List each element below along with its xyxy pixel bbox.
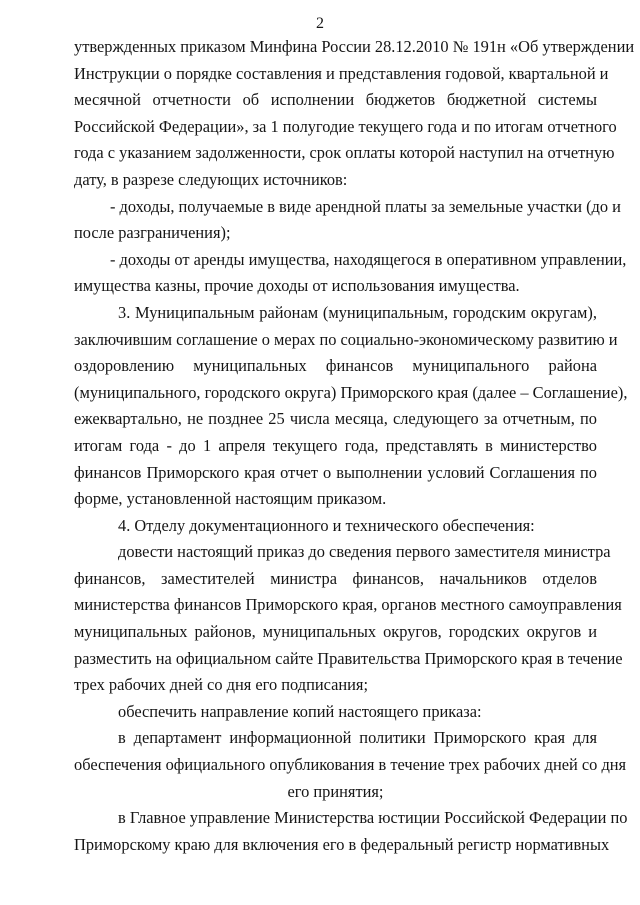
text-line: муниципальных районов, муниципальных округов, городских округов и bbox=[74, 622, 597, 642]
text-line: - доходы, получаемые в виде арендной платы за земельные участки (до и bbox=[110, 196, 621, 216]
text-line: финансов, заместителей министра финансов, начальников отделов bbox=[74, 568, 597, 588]
text-line: после разграничения); bbox=[74, 223, 231, 243]
text-line: финансов Приморского края отчет о выполнении условий Соглашения по bbox=[74, 462, 597, 482]
text-line: Инструкции о порядке составления и представления годовой, квартальной и bbox=[74, 63, 609, 83]
page-number: 2 bbox=[316, 15, 324, 32]
text-line: итогам года - до 1 апреля текущего года, представлять в министерство bbox=[74, 435, 597, 455]
text-line: (муниципального, городского округа) Приморского края (далее – Соглашение), bbox=[74, 382, 628, 402]
text-line: в департамент информационной политики Приморского края для bbox=[118, 728, 597, 748]
text-line: министерства финансов Приморского края, органов местного самоуправления bbox=[74, 595, 622, 615]
text-line: обеспечить направление копий настоящего приказа: bbox=[118, 701, 482, 721]
text-line: заключившим соглашение о мерах по социально-экономическому развитию и bbox=[74, 329, 618, 349]
text-line: утвержденных приказом Минфина России 28.12.2010 № 191н «Об утверждении bbox=[74, 37, 635, 56]
text-line: его принятия; bbox=[287, 781, 384, 801]
text-line: в Главное управление Министерства юстиции Российской Федерации по bbox=[118, 808, 628, 828]
text-line: оздоровлению муниципальных финансов муниципального района bbox=[74, 356, 597, 376]
document-body bbox=[74, 34, 635, 858]
text-line: года с указанием задолженности, срок оплаты которой наступил на отчетную bbox=[74, 143, 615, 163]
text-line: Приморскому краю для включения его в федеральный регистр нормативных bbox=[74, 834, 610, 854]
text-line: дату, в разрезе следующих источников: bbox=[74, 169, 348, 189]
text-line: форме, установленной настоящим приказом. bbox=[74, 489, 387, 509]
text-line: довести настоящий приказ до сведения первого заместителя министра bbox=[118, 542, 611, 562]
text-line: имущества казны, прочие доходы от использования имущества. bbox=[74, 276, 520, 296]
text-line: ежеквартально, не позднее 25 числа месяца, следующего за отчетным, по bbox=[74, 409, 597, 429]
text-line: обеспечения официального опубликования в течение трех рабочих дней со дня bbox=[74, 755, 627, 775]
text-line: 3. Муниципальным районам (муниципальным, городским округам), bbox=[118, 302, 597, 322]
text-line: месячной отчетности об исполнении бюджетов бюджетной системы bbox=[74, 90, 597, 110]
text-line: 4. Отделу документационного и технического обеспечения: bbox=[118, 515, 535, 535]
text-line: - доходы от аренды имущества, находящегося в оперативном управлении, bbox=[110, 249, 627, 269]
text-line: Российской Федерации», за 1 полугодие текущего года и по итогам отчетного bbox=[74, 116, 617, 136]
text-line: разместить на официальном сайте Правительства Приморского края в течение bbox=[74, 648, 623, 668]
text-line: трех рабочих дней со дня его подписания; bbox=[74, 675, 369, 695]
